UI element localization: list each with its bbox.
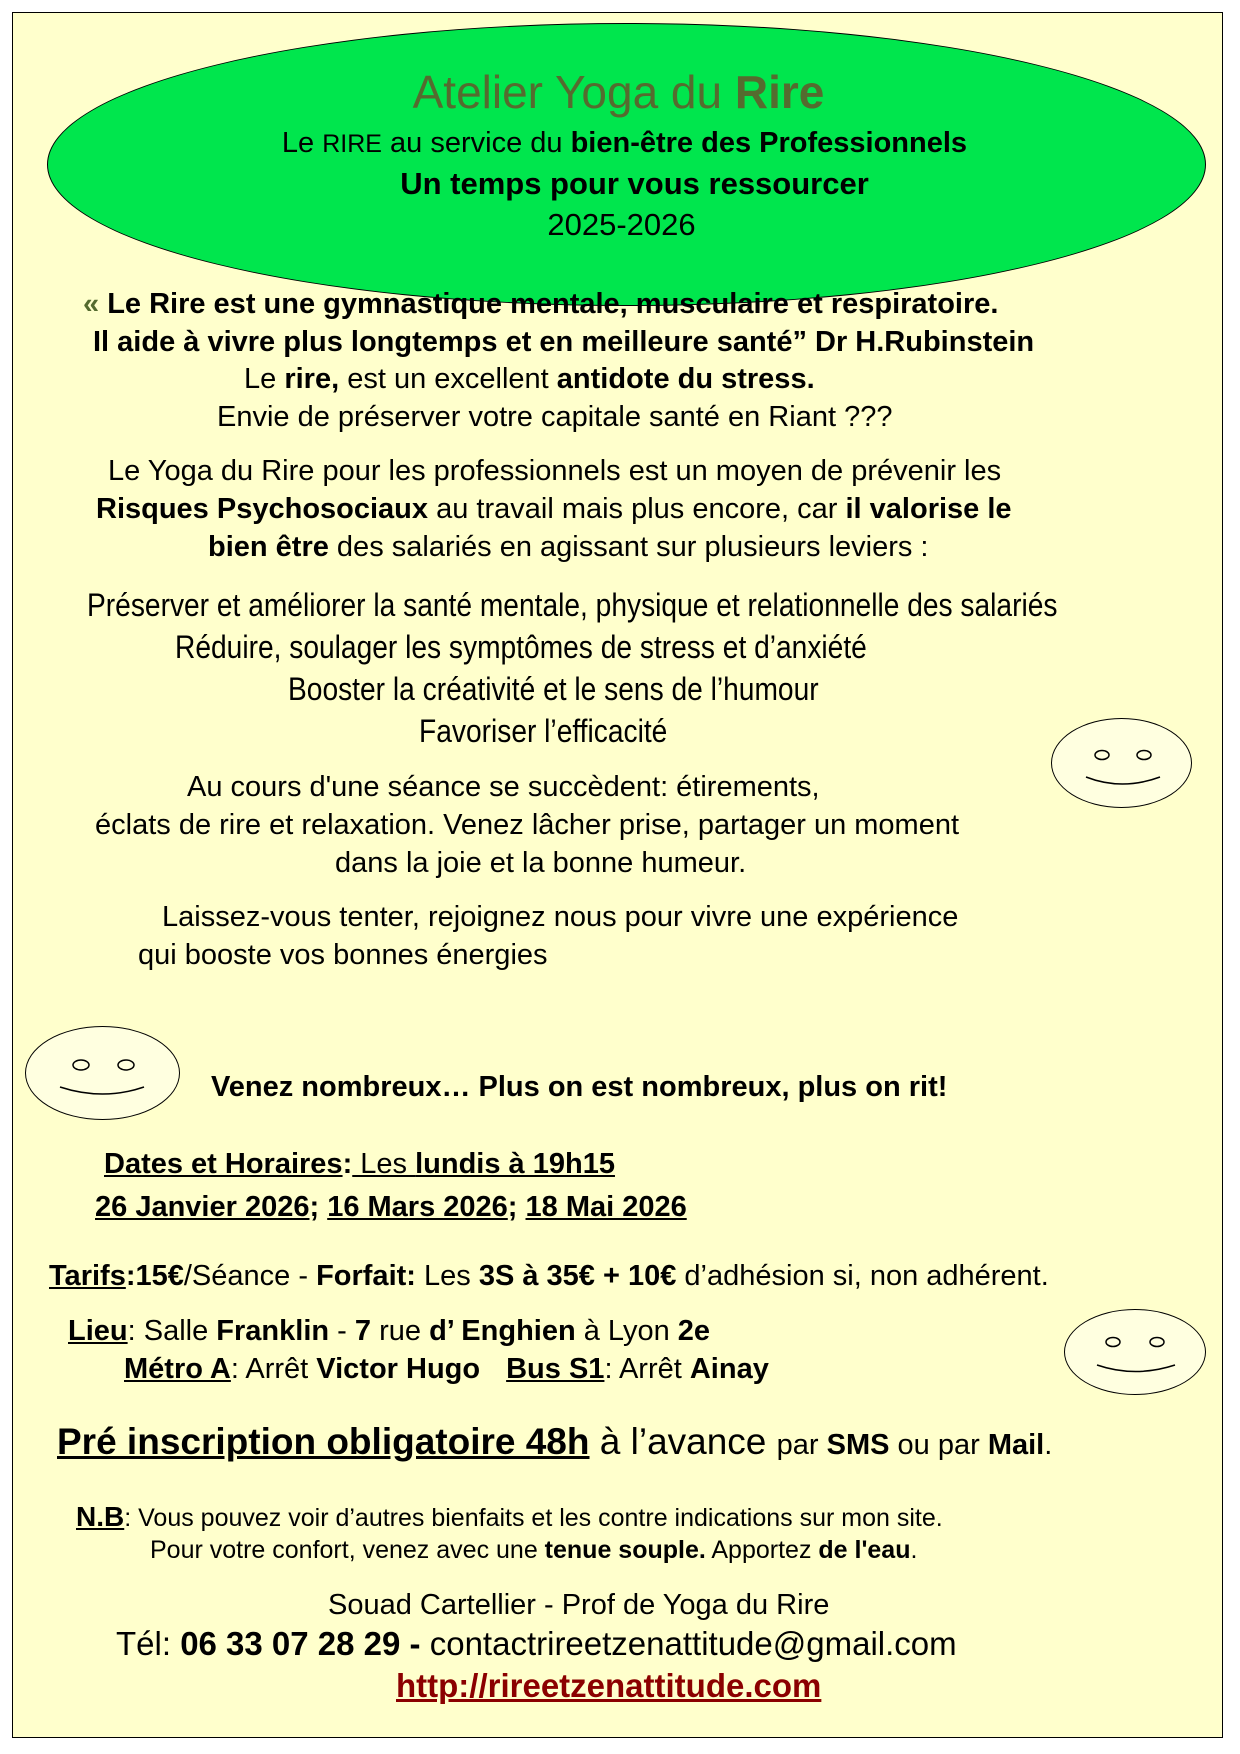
dates-line-2: 26 Janvier 2026; 16 Mars 2026; 18 Mai 2026 — [95, 1191, 687, 1223]
slogan: Venez nombreux… Plus on est nombreux, plus on rit! — [211, 1071, 948, 1103]
smiley-face-icon — [1064, 1309, 1206, 1395]
session-line-2: éclats de rire et relaxation. Venez lâcher prise, partager un moment — [95, 809, 960, 841]
nb-line-1: N.B: Vous pouvez voir d’autres bienfaits et les contre indications sur mon site. — [76, 1501, 943, 1532]
lever-item-2: Réduire, soulager les symptômes de stress et d’anxiété — [175, 629, 867, 665]
stress-line: Le rire, est un excellent antidote du stress. — [244, 363, 815, 395]
website-link[interactable]: http://rireetzenattitude.com — [396, 1667, 822, 1704]
header-tagline: Un temps pour vous ressourcer — [400, 166, 869, 201]
header-subtitle: Le RIRE au service du bien-être des Professionnels — [281, 127, 968, 159]
header-years: 2025-2026 — [547, 207, 696, 242]
tempt-line-1: Laissez-vous tenter, rejoignez nous pour vivre une expérience — [162, 901, 959, 933]
session-line-1: Au cours d'une séance se succèdent: étirements, — [187, 771, 820, 803]
tempt-line-2: qui booste vos bonnes énergies — [138, 939, 548, 971]
contact-name: Souad Cartellier - Prof de Yoga du Rire — [328, 1589, 830, 1621]
inscription-line: Pré inscription obligatoire 48h à l’avance par SMS ou par Mail. — [57, 1421, 1053, 1462]
contact-line: Tél: 06 33 07 28 29 - contactrireetzenattitude@gmail.com — [116, 1625, 957, 1662]
dates-line-1: Dates et Horaires: Les lundis à 19h15 — [104, 1148, 615, 1180]
lever-item-4: Favoriser l’efficacité — [419, 713, 668, 749]
session-line-3: dans la joie et la bonne humeur. — [335, 847, 747, 879]
nb-line-2: Pour votre confort, venez avec une tenue souple. Apportez de l'eau. — [150, 1536, 918, 1564]
quote-line-2: Il aide à vivre plus longtemps et en meilleure santé” Dr H.Rubinstein — [93, 326, 1035, 358]
lever-item-1: Préserver et améliorer la santé mentale, physique et relationnelle des salariés — [87, 587, 1058, 623]
tarifs-line: Tarifs:15€/Séance - Forfait: Les 3S à 35€ + 10€ d’adhésion si, non adhérent. — [49, 1260, 1049, 1292]
quote-line-1: « Le Rire est une gymnastique mentale, musculaire et respiratoire. — [83, 288, 999, 320]
page-title: Atelier Yoga du Rire — [412, 66, 825, 118]
transport-line: Métro A: Arrêt Victor Hugo Bus S1: Arrêt Ainay — [124, 1353, 769, 1385]
lieu-line: Lieu: Salle Franklin - 7 rue d’ Enghien à Lyon 2e — [68, 1315, 711, 1347]
question-line: Envie de préserver votre capitale santé en Riant ??? — [217, 401, 893, 433]
pro-para-line-3: bien être des salariés en agissant sur plusieurs leviers : — [208, 531, 929, 563]
pro-para-line-2: Risques Psychosociaux au travail mais plus encore, car il valorise le — [96, 493, 1012, 525]
flyer-page — [12, 12, 1223, 1738]
pro-para-line-1: Le Yoga du Rire pour les professionnels est un moyen de prévenir les — [108, 455, 1002, 487]
smiley-face-icon — [1051, 718, 1192, 808]
smiley-face-icon — [25, 1026, 180, 1120]
lever-item-3: Booster la créativité et le sens de l’humour — [288, 671, 819, 707]
